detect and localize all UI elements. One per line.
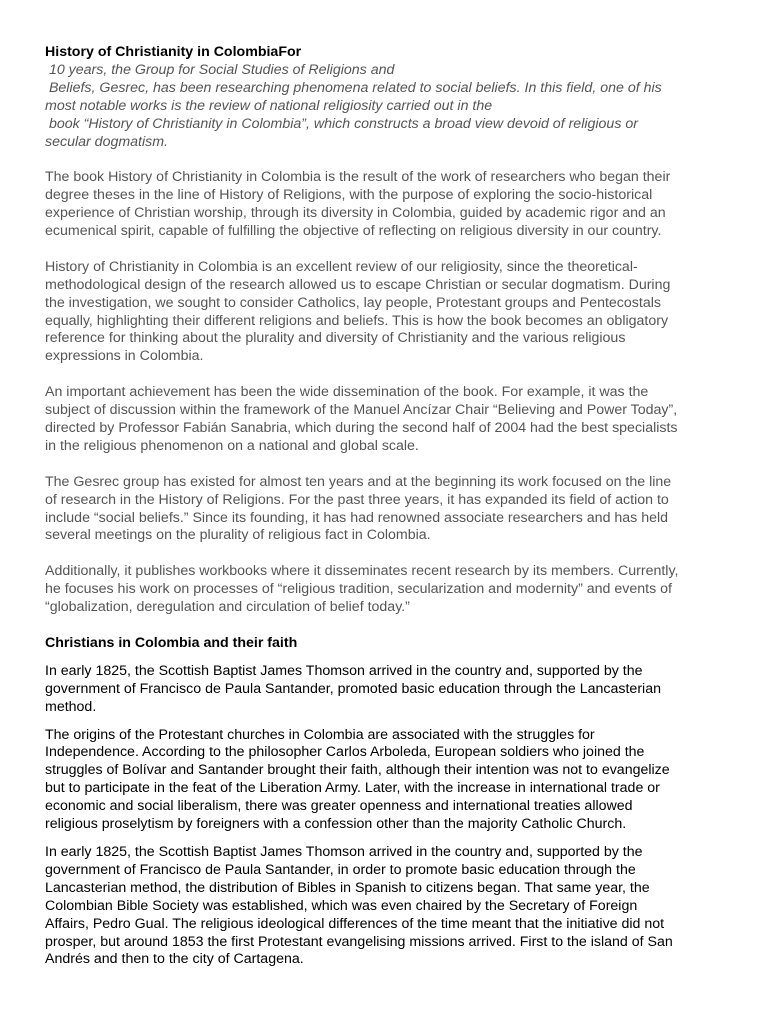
paragraph-book-review — [45, 259, 728, 366]
section-heading: Christians in Colombia and their faith — [45, 634, 298, 651]
paragraph-line: The book History of Christianity in Colombia is the result of the work of researchers who began their — [45, 169, 671, 186]
paragraph-line: government of Francisco de Paula Santander, promoted basic education through the Lancasterian — [45, 680, 661, 697]
paragraph-line: Additionally, it publishes workbooks where it disseminates recent research by its members. Currently, — [45, 563, 679, 580]
paragraph-line: History of Christianity in Colombia is an excellent review of our religiosity, since the theoretical- — [45, 258, 638, 275]
paragraph-line: subject of discussion within the framework of the Manuel Ancízar Chair “Believing and Power Today”, — [45, 402, 678, 419]
paragraph-line: “globalization, deregulation and circulation of belief today.” — [45, 599, 410, 616]
paragraph-line: In early 1825, the Scottish Baptist James Thomson arrived in the country and, supported by the — [45, 843, 643, 860]
paragraph-line: experience of Christian worship, through its diversity in Colombia, guided by academic rigor and an — [45, 205, 666, 222]
paragraph-line: religious proselytism by foreigners with a confession other than the majority Catholic Church. — [45, 816, 627, 833]
paragraph-line: The Gesrec group has existed for almost ten years and at the beginning its work focused on the line — [45, 473, 672, 490]
paragraph-line: degree theses in the line of History of Religions, with the purpose of exploring the socio-historical — [45, 187, 653, 204]
paragraph-line: struggles of Bolívar and Santander brought their faith, although their intention was not to evangelize — [45, 762, 670, 779]
paragraph-line: In early 1825, the Scottish Baptist James Thomson arrived in the country and, supported by the — [45, 662, 643, 679]
paragraph-line: several meetings on the plurality of religious fact in Colombia. — [45, 527, 431, 544]
paragraph-bible-society — [45, 844, 728, 969]
paragraph-line: he focuses his work on processes of “religious tradition, secularization and modernity” and events of — [45, 581, 672, 598]
paragraph-line: directed by Professor Fabián Sanabria, which during the second half of 2004 had the best specialists — [45, 419, 678, 436]
paragraph-protestant-origins — [45, 727, 728, 834]
paragraph-line: Affairs, Pedro Gual. The religious ideological differences of the time meant that the initiative did not — [45, 915, 665, 932]
paragraph-line: An important achievement has been the wide dissemination of the book. For example, it was the — [45, 384, 649, 401]
intro-paragraph — [45, 62, 728, 152]
paragraph-line: the investigation, we sought to consider Catholics, lay people, Protestant groups and Pentecostals — [45, 294, 661, 311]
paragraph-gesrec-group — [45, 474, 728, 546]
paragraph-line: ecumenical spirit, capable of fulfilling the objective of reflecting on religious diversity in our country. — [45, 223, 662, 240]
intro-line: Beliefs, Gesrec, has been researching phenomena related to social beliefs. In this field, one of his — [45, 79, 662, 96]
paragraph-book-origin — [45, 169, 728, 241]
intro-line: book “History of Christianity in Colombia”, which constructs a broad view devoid of religious or — [45, 115, 638, 132]
paragraph-line: reference for thinking about the plurality and diversity of Christianity and the various religious — [45, 330, 626, 347]
paragraph-line: but to participate in the feat of the Liberation Army. Later, with the increase in international trade or — [45, 780, 660, 797]
paragraph-line: expressions in Colombia. — [45, 348, 204, 365]
paragraph-workbooks — [45, 563, 728, 617]
paragraph-line: economic and social liberalism, there was greater openness and international treaties allowed — [45, 798, 633, 815]
paragraph-line: equally, highlighting their different religions and beliefs. This is how the book becomes an obligatory — [45, 312, 669, 329]
paragraph-line: include “social beliefs.” Since its founding, it has had renowned associate researchers and has held — [45, 509, 669, 526]
paragraph-line: Independence. According to the philosopher Carlos Arboleda, European soldiers who joined the — [45, 744, 645, 761]
document-title: History of Christianity in ColombiaFor — [45, 44, 302, 60]
paragraph-line: prosper, but around 1853 the first Protestant evangelising missions arrived. First to the island of San — [45, 933, 673, 950]
paragraph-line: Colombian Bible Society was established, which was even chaired by the Secretary of Foreign — [45, 897, 638, 914]
paragraph-dissemination — [45, 384, 728, 456]
paragraph-line: government of Francisco de Paula Santander, in order to promote basic education through the — [45, 861, 636, 878]
paragraph-line: in the religious phenomenon on a national and global scale. — [45, 437, 419, 454]
paragraph-line: of research in the History of Religions. For the past three years, it has expanded its field of action to — [45, 491, 669, 508]
paragraph-line: method. — [45, 698, 97, 715]
paragraph-line: methodological design of the research allowed us to escape Christian or secular dogmatism. During — [45, 276, 671, 293]
paragraph-thomson-arrival — [45, 663, 728, 717]
intro-line: 10 years, the Group for Social Studies of Religions and — [45, 61, 395, 78]
intro-line: secular dogmatism. — [45, 133, 169, 150]
paragraph-line: Andrés and then to the city of Cartagena. — [45, 951, 304, 968]
intro-line: most notable works is the review of national religiosity carried out in the — [45, 97, 493, 114]
paragraph-line: The origins of the Protestant churches in Colombia are associated with the struggles for — [45, 726, 595, 743]
paragraph-line: Lancasterian method, the distribution of Bibles in Spanish to citizens began. That same year, the — [45, 879, 650, 896]
